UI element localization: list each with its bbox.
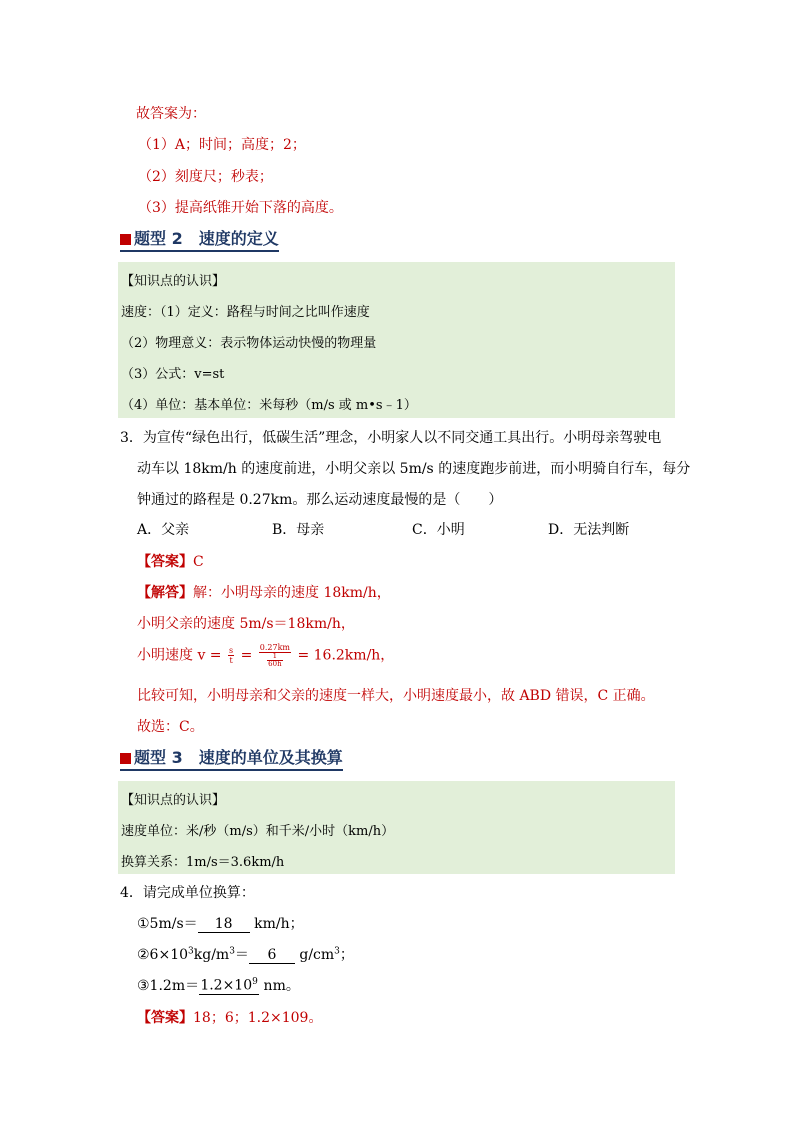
item-2-mid: kg/m [193,947,230,963]
analysis-line-1 [137,582,391,602]
section-title-3: 题型 3 速度的单位及其换算 [134,748,343,767]
analysis-line-2: 小明父亲的速度 5m/s＝18km/h， [137,616,355,632]
option-a: A．父亲 [137,522,190,538]
answer-line-1: （1）A；时间；高度；2； [138,137,306,153]
item-2-exp-2: 3 [229,946,235,957]
item-3-blank-base: 1.2×10 [200,978,253,994]
analysis-text: 解：小明母亲的速度 18km/h， [193,585,391,601]
analysis-tag: 【解答】 [137,585,193,601]
option-b: B．母亲 [272,522,325,538]
item-2-end: ； [339,947,354,963]
analysis-3-suffix: = 16.2km/h， [297,647,395,664]
fraction-numerator: 0.27km [259,643,290,652]
section-title-2: 题型 2 速度的定义 [134,229,279,248]
item-3-suffix: nm。 [263,978,300,994]
item-3-prefix: ③1.2m＝ [137,978,200,994]
answer-4 [137,1007,322,1027]
answer-intro: 故答案为： [136,106,206,122]
item-3-blank-exp: 9 [252,977,258,988]
knowledge-line: （3）公式：v=st [121,367,225,382]
knowledge-line: 换算关系：1m/s＝3.6km/h [121,855,285,870]
fraction-distance-over-time [259,643,291,668]
nested-numerator: 1 [267,653,282,661]
question-3-line-2: 动车以 18km/h 的速度前进，小明父亲以 5m/s 的速度跑步前进，而小明骑自行车，每分 [137,461,691,477]
item-2-suffix: g/cm [299,947,335,963]
item-3-blank [199,977,259,995]
knowledge-heading: 【知识点的认识】 [121,793,226,808]
question-3-line-1: 3．为宣传“绿色出行，低碳生活”理念，小明家人以不同交通工具出行。小明母亲驾驶电 [120,430,662,446]
item-1-prefix: ①5m/s＝ [137,916,198,932]
heading-marker-icon [120,753,131,764]
question-4-item-3 [137,975,300,995]
knowledge-line: （4）单位：基本单位：米每秒（m/s 或 m•s﹣1） [121,398,417,413]
knowledge-heading: 【知识点的认识】 [121,274,226,289]
fraction-denominator [259,653,291,668]
answer-tag: 【答案】 [137,554,193,570]
option-c: C．小明 [412,522,465,538]
item-2-prefix: ②6×10 [137,947,189,963]
question-4-item-1 [137,913,304,933]
analysis-line-4: 比较可知，小明母亲和父亲的速度一样大，小明速度最小，故 ABD 错误，C 正确。 [137,688,655,704]
equals-sign: = [240,647,253,664]
answer-value: 18；6；1.2×109。 [193,1010,323,1026]
question-4-stem: 4．请完成单位换算： [120,885,255,901]
answer-3 [137,551,204,571]
nested-denominator: 60h [268,660,282,668]
item-2-eq: ＝ [234,947,249,963]
knowledge-line: 速度单位：米/秒（m/s）和千米/小时（km/h） [121,824,395,839]
knowledge-line: 速度：（1）定义：路程与时间之比叫作速度 [121,305,370,320]
fraction-denominator: t [229,656,233,665]
section-heading-3 [120,745,343,771]
heading-marker-icon [120,234,131,245]
item-2-exp-1: 3 [188,946,194,957]
item-2-blank: 6 [249,947,295,964]
answer-tag: 【答案】 [137,1010,193,1026]
knowledge-box-3 [118,781,675,874]
knowledge-line: （2）物理意义：表示物体运动快慢的物理量 [121,336,377,351]
answer-value: C [193,554,204,570]
nested-fraction [267,653,282,668]
question-4-item-2 [137,944,354,964]
knowledge-box-2 [118,262,675,418]
answer-line-3: （3）提高纸锥开始下落的高度。 [138,200,343,216]
analysis-3-prefix: 小明速度 v = [137,647,222,664]
item-1-suffix: km/h； [254,916,304,932]
fraction-numerator: s [229,646,234,655]
section-heading-2 [120,226,279,252]
analysis-line-3 [137,643,394,668]
question-3-line-3: 钟通过的路程是 0.27km。那么运动速度最慢的是（ ） [137,492,503,508]
option-d: D．无法判断 [548,522,630,538]
analysis-line-5: 故选：C。 [137,719,204,735]
item-1-blank: 18 [198,916,250,933]
answer-line-2: （2）刻度尺；秒表； [138,169,273,185]
fraction-s-over-t [228,646,234,665]
item-2-exp-3: 3 [334,946,340,957]
